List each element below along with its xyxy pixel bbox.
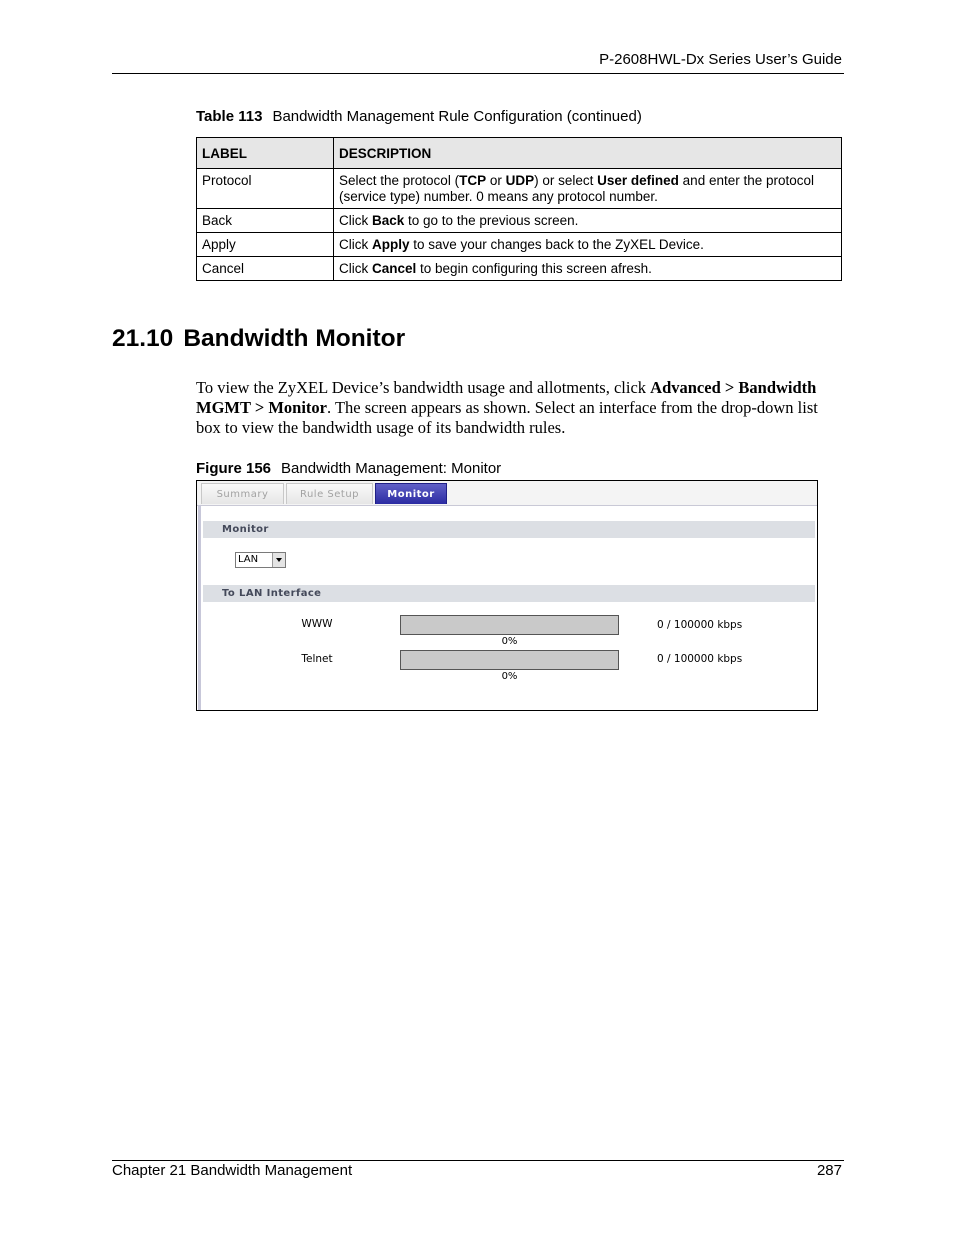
monitor-screenshot (196, 480, 818, 711)
tab-bar (197, 481, 817, 506)
monitor-section-band: Monitor (203, 521, 815, 538)
section-title: Bandwidth Monitor (183, 325, 406, 352)
interface-select[interactable] (235, 552, 286, 568)
usage-rate: 0 / 100000 kbps (657, 619, 743, 631)
usage-progress-bar (400, 650, 619, 670)
label-description-table (196, 137, 842, 281)
body-paragraph: To view the ZyXEL Device’s bandwidth usage and allotments, click Advanced > Bandwidth MGMT > Monitor. The screen appears as shown. Select an interface from the drop-down list box to view the bandwidth usage of its bandwidth rules. (196, 378, 818, 437)
usage-percent: 0% (501, 636, 518, 647)
guide-title: P-2608HWL-Dx Series User’s Guide (599, 51, 842, 68)
row-description: Select the protocol (TCP or UDP) or select User defined and enter the protocol (service type) number. 0 means any protocol number. (334, 169, 842, 209)
table-header-row (197, 138, 842, 169)
tab-rule-setup[interactable]: Rule Setup (286, 483, 373, 504)
table-caption-text: Bandwidth Management Rule Configuration (continued) (272, 108, 642, 125)
row-label: Back (197, 209, 334, 233)
tab-summary[interactable]: Summary (201, 483, 284, 504)
tab-monitor[interactable]: Monitor (375, 483, 447, 504)
section-number: 21.10 (112, 325, 174, 352)
row-description: Click Back to go to the previous screen. (334, 209, 842, 233)
column-header-label: LABEL (197, 138, 334, 169)
figure-caption-text: Bandwidth Management: Monitor (281, 460, 502, 477)
chevron-down-icon[interactable] (272, 553, 285, 567)
table-caption (196, 108, 642, 125)
left-border-strip (198, 505, 201, 710)
row-label: Apply (197, 233, 334, 257)
interface-section-band: To LAN Interface (203, 585, 815, 602)
usage-rate: 0 / 100000 kbps (657, 653, 743, 665)
table-caption-label: Table 113 (196, 108, 263, 125)
page-number: 287 (816, 1162, 842, 1179)
footer-rule (112, 1160, 844, 1161)
table-row (197, 209, 842, 233)
table-row (197, 257, 842, 281)
row-description: Click Apply to save your changes back to the ZyXEL Device. (334, 233, 842, 257)
interface-select-value: LAN (238, 554, 259, 565)
row-label: Cancel (197, 257, 334, 281)
section-heading (112, 325, 405, 353)
header-rule (112, 73, 844, 74)
usage-progress-bar (400, 615, 619, 635)
usage-percent: 0% (501, 671, 518, 682)
column-header-description: DESCRIPTION (334, 138, 842, 169)
row-description: Click Cancel to begin configuring this screen afresh. (334, 257, 842, 281)
rule-name: WWW (301, 618, 333, 630)
rule-name: Telnet (301, 653, 333, 665)
table-row (197, 169, 842, 209)
figure-caption-label: Figure 156 (196, 460, 272, 477)
footer-chapter: Chapter 21 Bandwidth Management (112, 1162, 353, 1179)
table-row (197, 233, 842, 257)
figure-caption (196, 460, 501, 477)
row-label: Protocol (197, 169, 334, 209)
